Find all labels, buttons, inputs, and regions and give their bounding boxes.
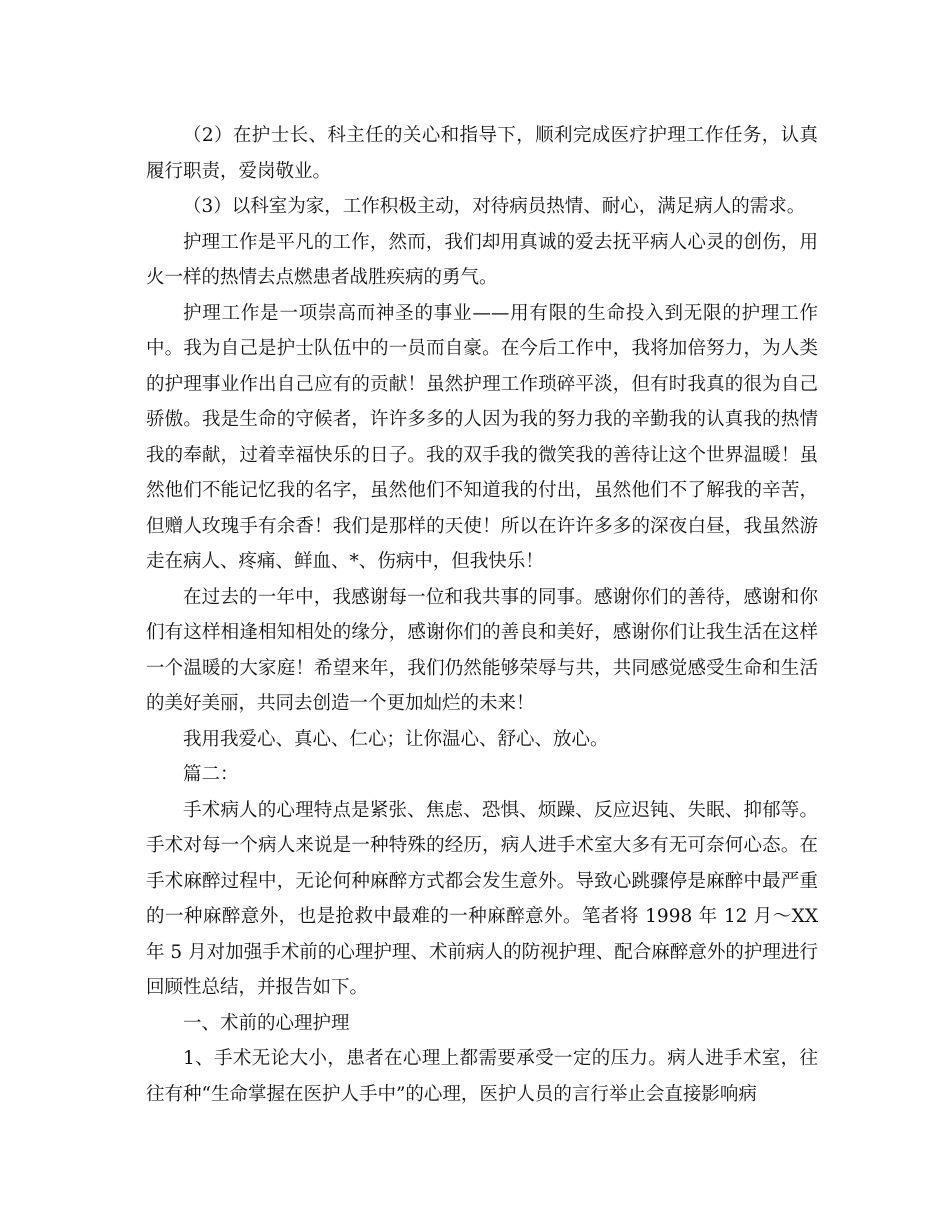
paragraph-6: 我用我爱心、真心、仁心；让你温心、舒心、放心。 bbox=[183, 728, 609, 750]
paragraph-7: 手术病人的心理特点是紧张、焦虑、恐惧、烦躁、反应迟钝、失眠、抑郁等。手术对每一个病人来说是一种特殊的经历，病人进手术室大多有无可奈何心态。在手术麻醉过程中，无论何种麻醉方式都会发生意外。导致心跳骤停是麻醉中最严重的一种麻醉意外，也是抢救中最难的一种麻醉意外。笔者将 1998 年 12 月～XX 年 5 月对加强手术前的心理护理、术前病人的防视护理、配合麻醉意外的护理进行回顾性总结，并报告如下。 bbox=[146, 799, 818, 998]
document-body bbox=[146, 118, 818, 1112]
paragraph-8: 1、手术无论大小，患者在心理上都需要承受一定的压力。病人进手术室，往往有种“生命掌握在医护人手中”的心理，医护人员的言行举止会直接影响病 bbox=[146, 1048, 818, 1105]
paragraph-1: （2）在护士长、科主任的关心和指导下，顺利完成医疗护理工作任务，认真履行职责，爱岗敬业。 bbox=[146, 125, 818, 182]
paragraph-5: 在过去的一年中，我感谢每一位和我共事的同事。感谢你们的善待，感谢和你们有这样相逢相知相处的缘分，感谢你们的善良和美好，感谢你们让我生活在这样一个温暖的大家庭！希望来年，我们仍然能够荣辱与共，共同感觉感受生命和生活的美好美丽，共同去创造一个更加灿烂的未来！ bbox=[146, 586, 818, 714]
section-label: 篇二： bbox=[183, 764, 239, 785]
paragraph-3: 护理工作是平凡的工作，然而，我们却用真诚的爱去抚平病人心灵的创伤，用火一样的热情去点燃患者战胜疾病的勇气。 bbox=[146, 231, 818, 288]
paragraph-2: （3）以科室为家，工作积极主动，对待病员热情、耐心，满足病人的需求。 bbox=[183, 196, 806, 217]
section-heading: 一、术前的心理护理 bbox=[183, 1012, 350, 1034]
paragraph-4: 护理工作是一项崇高而神圣的事业——用有限的生命投入到无限的护理工作中。我为自己是护士队伍中的一员而自豪。在今后工作中，我将加倍努力，为人类的护理事业作出自己应有的贡献！虽然护理工作琐碎平淡，但有时我真的很为自己骄傲。我是生命的守候者，许许多多的人因为我的努力我的辛勤我的认真我的热情我的奉献，过着幸福快乐的日子。我的双手我的微笑我的善待让这个世界温暖！虽然他们不能记忆我的名字，虽然他们不知道我的付出，虽然他们不了解我的辛苦，但赠人玫瑰手有余香！我们是那样的天使！所以在许许多多的深夜白昼，我虽然游走在病人、疼痛、鲜血、*、伤病中，但我快乐！ bbox=[146, 302, 818, 572]
